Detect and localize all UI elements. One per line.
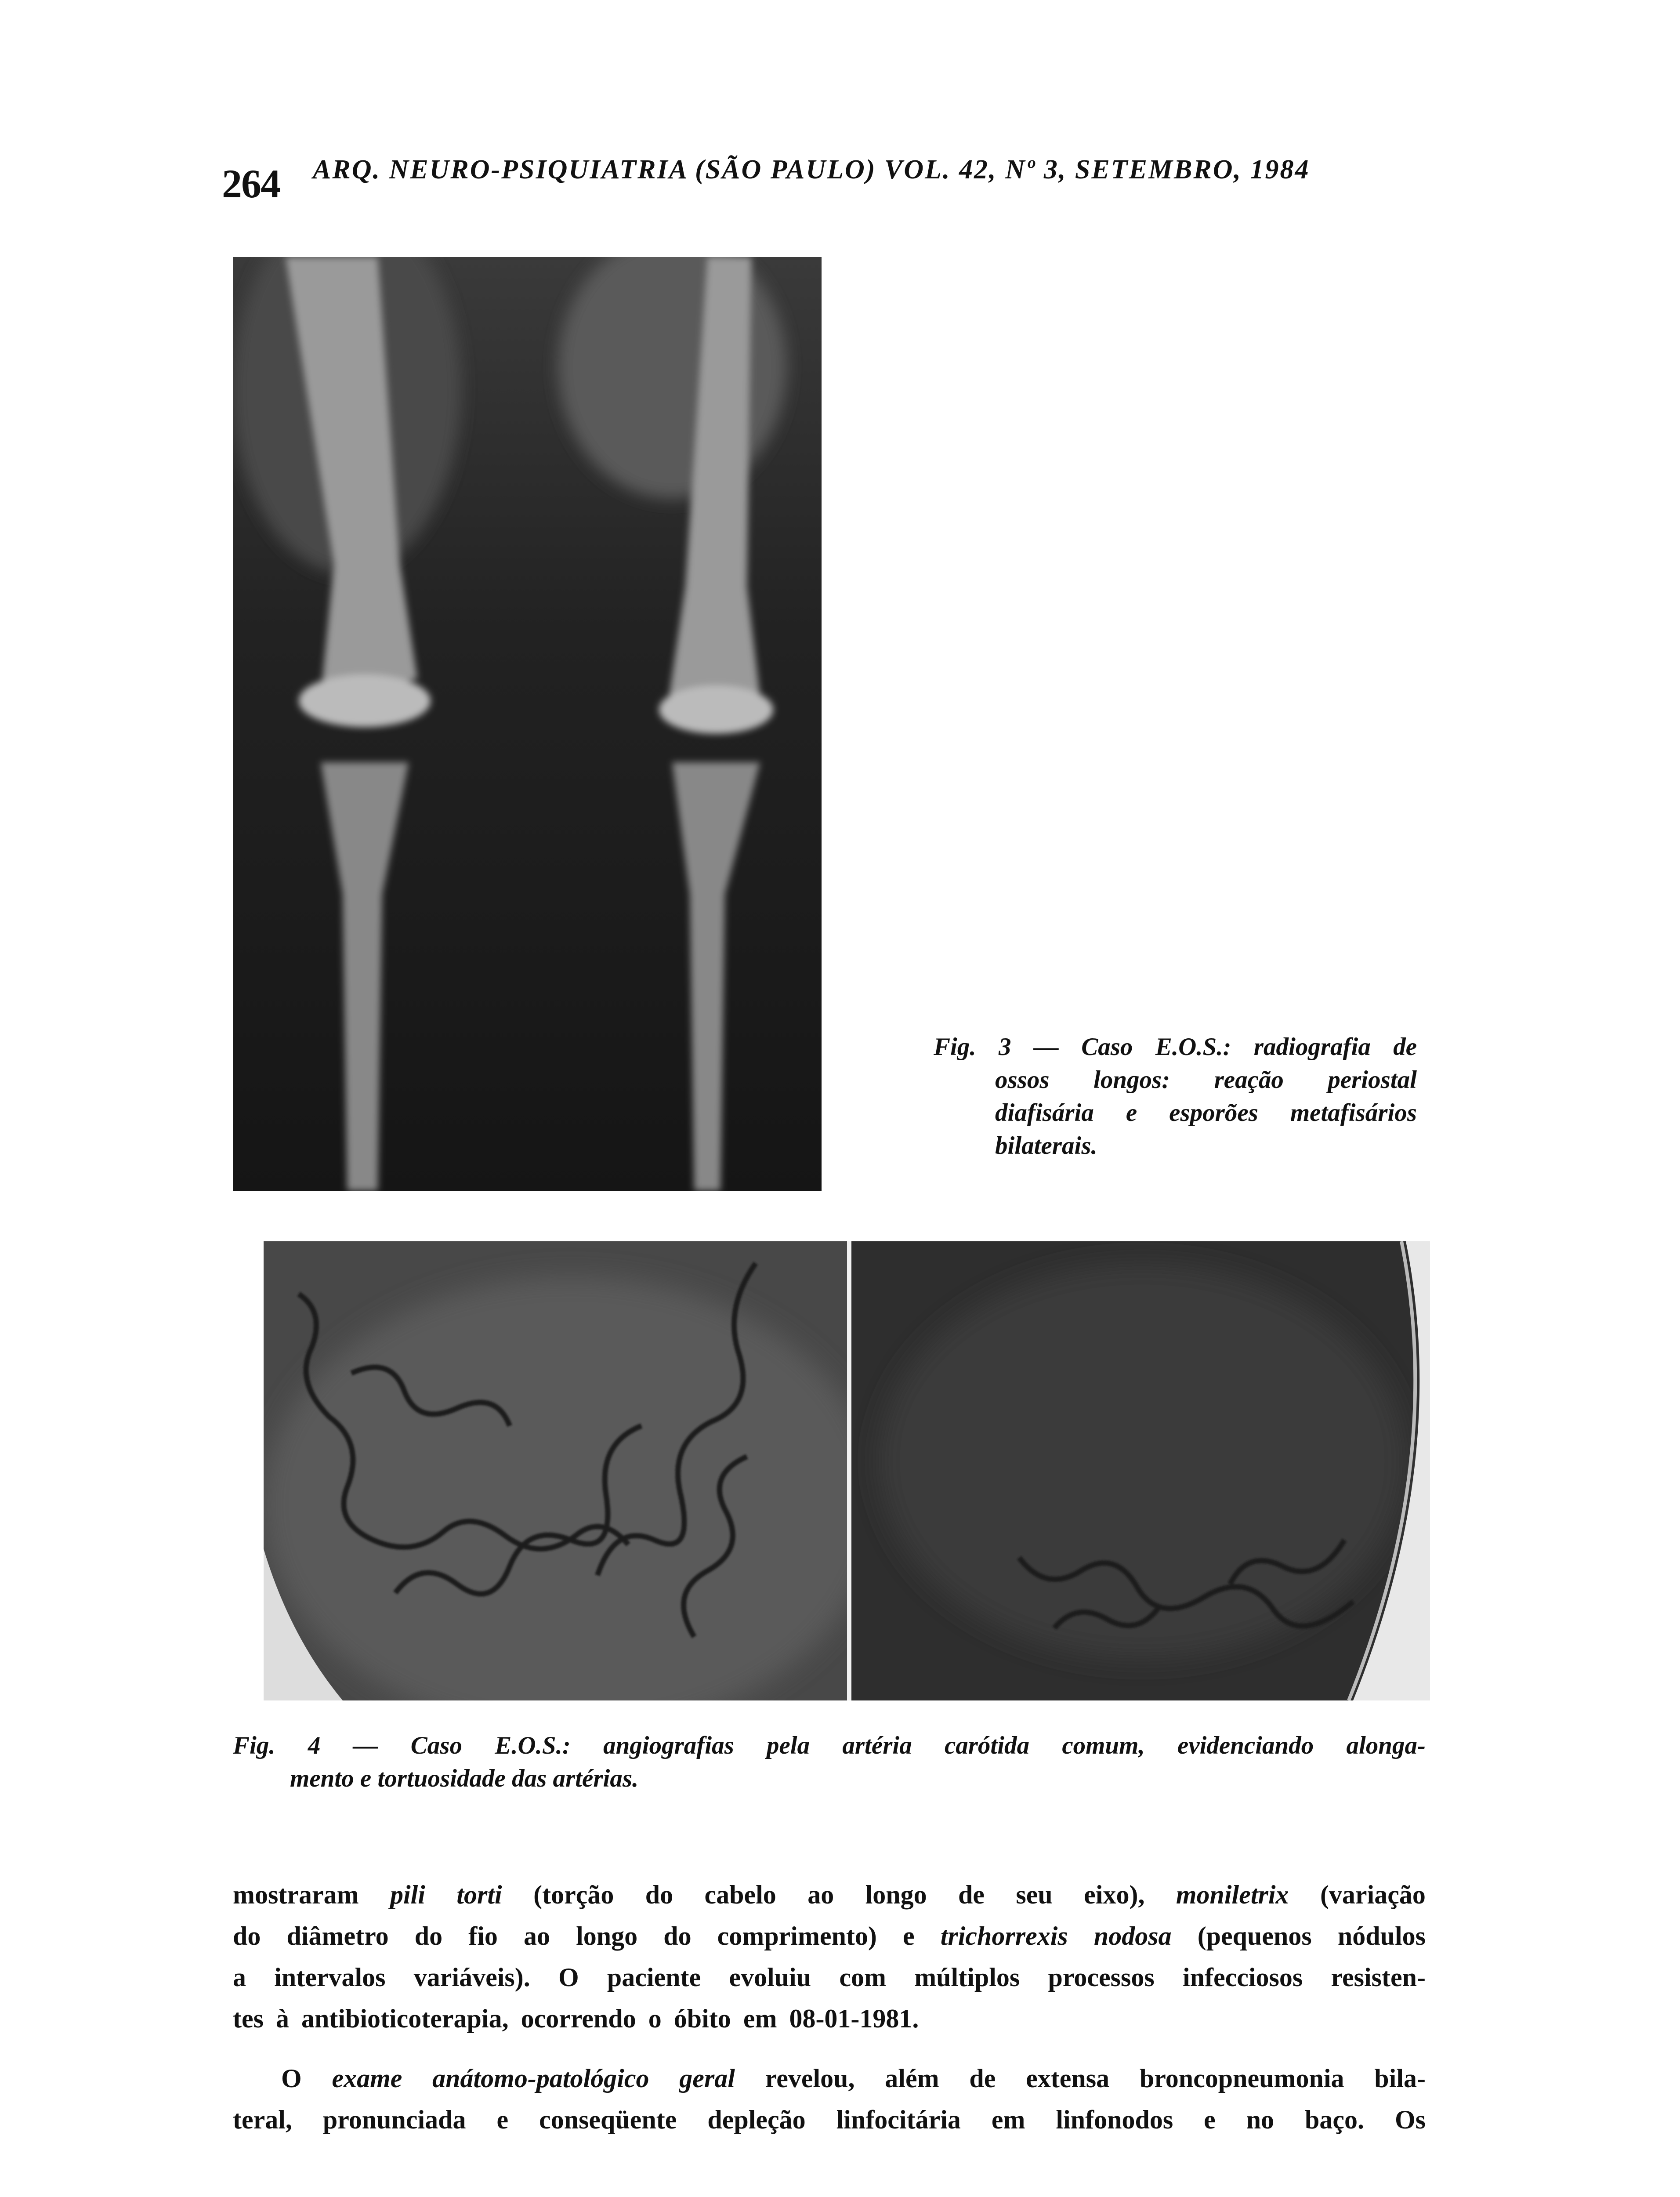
body-word: revelou,	[765, 2064, 855, 2093]
italic-term: pili	[390, 1880, 425, 1909]
body-word: linfonodos	[1056, 2105, 1173, 2134]
page-number: 264	[222, 161, 280, 206]
body-word: nódulos	[1337, 1921, 1426, 1950]
body-word: e	[496, 2105, 509, 2134]
body-word: variáveis).	[413, 1963, 530, 1992]
body-word: evoluiu	[729, 1963, 811, 1992]
body-word: do	[663, 1921, 692, 1950]
italic-term: moniletrix	[1176, 1880, 1289, 1909]
body-word: conseqüente	[539, 2105, 677, 2134]
body-word: paciente	[607, 1963, 701, 1992]
body-line	[233, 1957, 1426, 1998]
italic-term: nodosa	[1093, 1921, 1172, 1950]
body-word: Os	[1394, 2105, 1426, 2134]
caption-line: Fig. 3 — Caso E.O.S.: radiografia de	[934, 1033, 1417, 1061]
body-word: diâmetro	[286, 1921, 389, 1950]
italic-term: trichorrexis	[940, 1921, 1068, 1950]
italic-term: anátomo-patológico	[432, 2064, 649, 2093]
body-word: eixo),	[1084, 1880, 1145, 1909]
body-word: de	[969, 2064, 996, 2093]
body-word: O	[558, 1963, 579, 1992]
body-word: a	[233, 1963, 246, 1992]
body-word: longo	[865, 1880, 927, 1909]
body-word: (variação	[1320, 1880, 1426, 1909]
body-word: depleção	[707, 2105, 806, 2134]
body-word: (torção	[533, 1880, 614, 1909]
body-word: baço.	[1305, 2105, 1364, 2134]
body-word: infecciosos	[1182, 1963, 1303, 1992]
caption-line: bilaterais.	[995, 1132, 1097, 1160]
body-line	[233, 1998, 1426, 2039]
body-word: O	[281, 2064, 302, 2093]
italic-term: geral	[679, 2064, 735, 2093]
caption-line: ossos longos: reação periostal	[995, 1066, 1417, 1094]
body-line	[233, 2099, 1426, 2140]
body-word: (pequenos	[1197, 1921, 1312, 1950]
body-word: bila-	[1374, 2064, 1426, 2093]
figure-3-caption	[934, 1030, 1417, 1162]
body-word: linfocitária	[836, 2105, 961, 2134]
body-line	[233, 1874, 1426, 1915]
body-word: seu	[1016, 1880, 1053, 1909]
body-word: comprimento)	[717, 1921, 877, 1950]
body-word: com	[839, 1963, 886, 1992]
body-word: 08-01-1981.	[789, 2004, 919, 2033]
body-word: no	[1246, 2105, 1274, 2134]
body-word: de	[958, 1880, 985, 1909]
body-word: cabelo	[704, 1880, 776, 1909]
body-word: à	[275, 2004, 289, 2033]
body-word: e	[1204, 2105, 1216, 2134]
body-word: ao	[807, 1880, 834, 1909]
body-word: múltiplos	[914, 1963, 1020, 1992]
body-word: em	[991, 2105, 1025, 2134]
body-word: em	[743, 2004, 777, 2033]
caption-line: mento e tortuosidade das artérias.	[290, 1765, 639, 1792]
body-word: do	[233, 1921, 261, 1950]
body-line	[233, 2058, 1426, 2099]
body-word: do	[414, 1921, 443, 1950]
caption-line: Fig. 4 — Caso E.O.S.: angiografias pela artéria carótida comum, evidenciando alonga-	[233, 1732, 1426, 1759]
body-word: antibioticoterapia,	[301, 2004, 509, 2033]
figure-4-caption	[233, 1729, 1426, 1795]
running-header: ARQ. NEURO-PSIQUIATRIA (SÃO PAULO) VOL. 42, Nº 3, SETEMBRO, 1984	[313, 155, 1310, 185]
caption-line: diafisária e esporões metafisários	[995, 1099, 1417, 1127]
body-word: processos	[1048, 1963, 1155, 1992]
figure-4-angiograms	[264, 1241, 1430, 1700]
body-word: extensa	[1026, 2064, 1110, 2093]
italic-term: exame	[332, 2064, 402, 2093]
body-word: broncopneumonia	[1139, 2064, 1344, 2093]
body-word: teral,	[233, 2105, 292, 2134]
body-text	[233, 1874, 1426, 2140]
body-word: óbito	[673, 2004, 731, 2033]
italic-term: torti	[456, 1880, 502, 1909]
body-word: ao	[523, 1921, 550, 1950]
body-word: o	[648, 2004, 662, 2033]
body-word: ocorrendo	[521, 2004, 636, 2033]
body-word: fio	[468, 1921, 498, 1950]
body-line	[233, 1915, 1426, 1957]
body-word: mostraram	[233, 1880, 359, 1909]
body-word: longo	[576, 1921, 638, 1950]
figure-3-radiograph	[233, 257, 863, 1191]
body-word: resisten-	[1331, 1963, 1426, 1992]
body-word: tes	[233, 2004, 264, 2033]
body-word: do	[645, 1880, 673, 1909]
body-word: intervalos	[274, 1963, 386, 1992]
body-word: pronunciada	[322, 2105, 466, 2134]
body-word: além	[885, 2064, 939, 2093]
body-word: e	[903, 1921, 915, 1950]
